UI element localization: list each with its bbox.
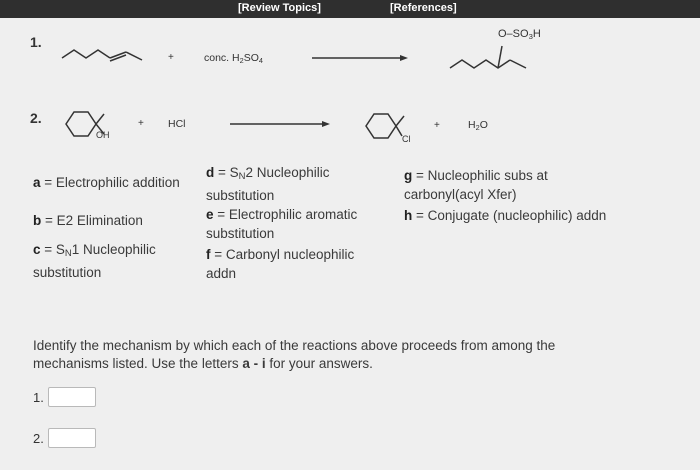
option-a-letter: a	[33, 175, 41, 190]
product-osulfate-text: $O-SO_3H$	[498, 28, 541, 41]
option-e-text: = Electrophilic aromatic substitution	[206, 207, 358, 241]
option-g	[404, 166, 584, 204]
reaction-2-arrow	[228, 118, 332, 130]
option-c	[33, 240, 193, 282]
option-a-text: = Electrophilic addition	[44, 175, 180, 190]
instruction-range: a - i	[242, 356, 266, 371]
reaction-1-number: 1.	[30, 34, 42, 50]
instruction-before: Identify the mechanism by which each of the reactions above proceeds from among the mechanisms listed. Use the letters	[33, 338, 556, 371]
option-h-letter: h	[404, 208, 413, 223]
reaction-1-arrow	[310, 52, 410, 64]
reaction-1-alkene-structure	[60, 44, 150, 66]
option-b-letter: b	[33, 213, 42, 228]
answer-1-label: 1.	[33, 390, 44, 405]
oh-label: OH	[96, 130, 110, 140]
option-f-letter: f	[206, 247, 211, 262]
option-e-letter: e	[206, 207, 214, 222]
answer-2-label: 2.	[33, 431, 44, 446]
option-h	[404, 206, 614, 225]
option-f	[206, 245, 386, 283]
cl-label: Cl	[402, 134, 411, 144]
answer-2-input[interactable]	[48, 428, 96, 448]
option-b	[33, 211, 203, 230]
water-text: $H_2O$	[468, 119, 488, 132]
reaction-2-number: 2.	[30, 110, 42, 126]
reaction-2-plus-1: +	[138, 118, 144, 129]
option-f-text: = Carbonyl nucleophilic addn	[206, 247, 355, 281]
reaction-2-cyclohexanol-structure	[60, 104, 120, 144]
option-a	[33, 173, 203, 192]
reagent-h2so4-text: conc. $H_2SO_4$	[204, 52, 263, 65]
option-d-text: = $S_N2$ Nucleophilic substitution	[206, 165, 330, 203]
option-d-letter: d	[206, 165, 215, 180]
references-link[interactable]: [References]	[390, 2, 457, 14]
reaction-1-reagent	[204, 52, 263, 65]
option-c-letter: c	[33, 242, 41, 257]
option-h-text: = Conjugate (nucleophilic) addn	[416, 208, 607, 223]
instruction-text	[33, 337, 623, 373]
reaction-2-plus-2: +	[434, 120, 440, 131]
option-d	[206, 163, 386, 205]
answer-1-input[interactable]	[48, 387, 96, 407]
option-g-text: = Nucleophilic subs at carbonyl(acyl Xfer)	[404, 168, 548, 202]
review-topics-link[interactable]: [Review Topics]	[238, 2, 321, 14]
option-c-text: = $S_N1$ Nucleophilic substitution	[33, 242, 156, 280]
reaction-1-product-group	[498, 28, 541, 41]
option-b-text: = E2 Elimination	[45, 213, 143, 228]
water-product	[468, 119, 488, 132]
option-g-letter: g	[404, 168, 413, 183]
reaction-1-plus: +	[168, 52, 174, 63]
top-toolbar	[0, 0, 700, 18]
instruction-after: for your answers.	[265, 356, 373, 371]
reaction-2-chloride-structure	[360, 106, 420, 146]
option-e	[206, 205, 386, 243]
reaction-2-reagent: HCl	[168, 118, 186, 130]
